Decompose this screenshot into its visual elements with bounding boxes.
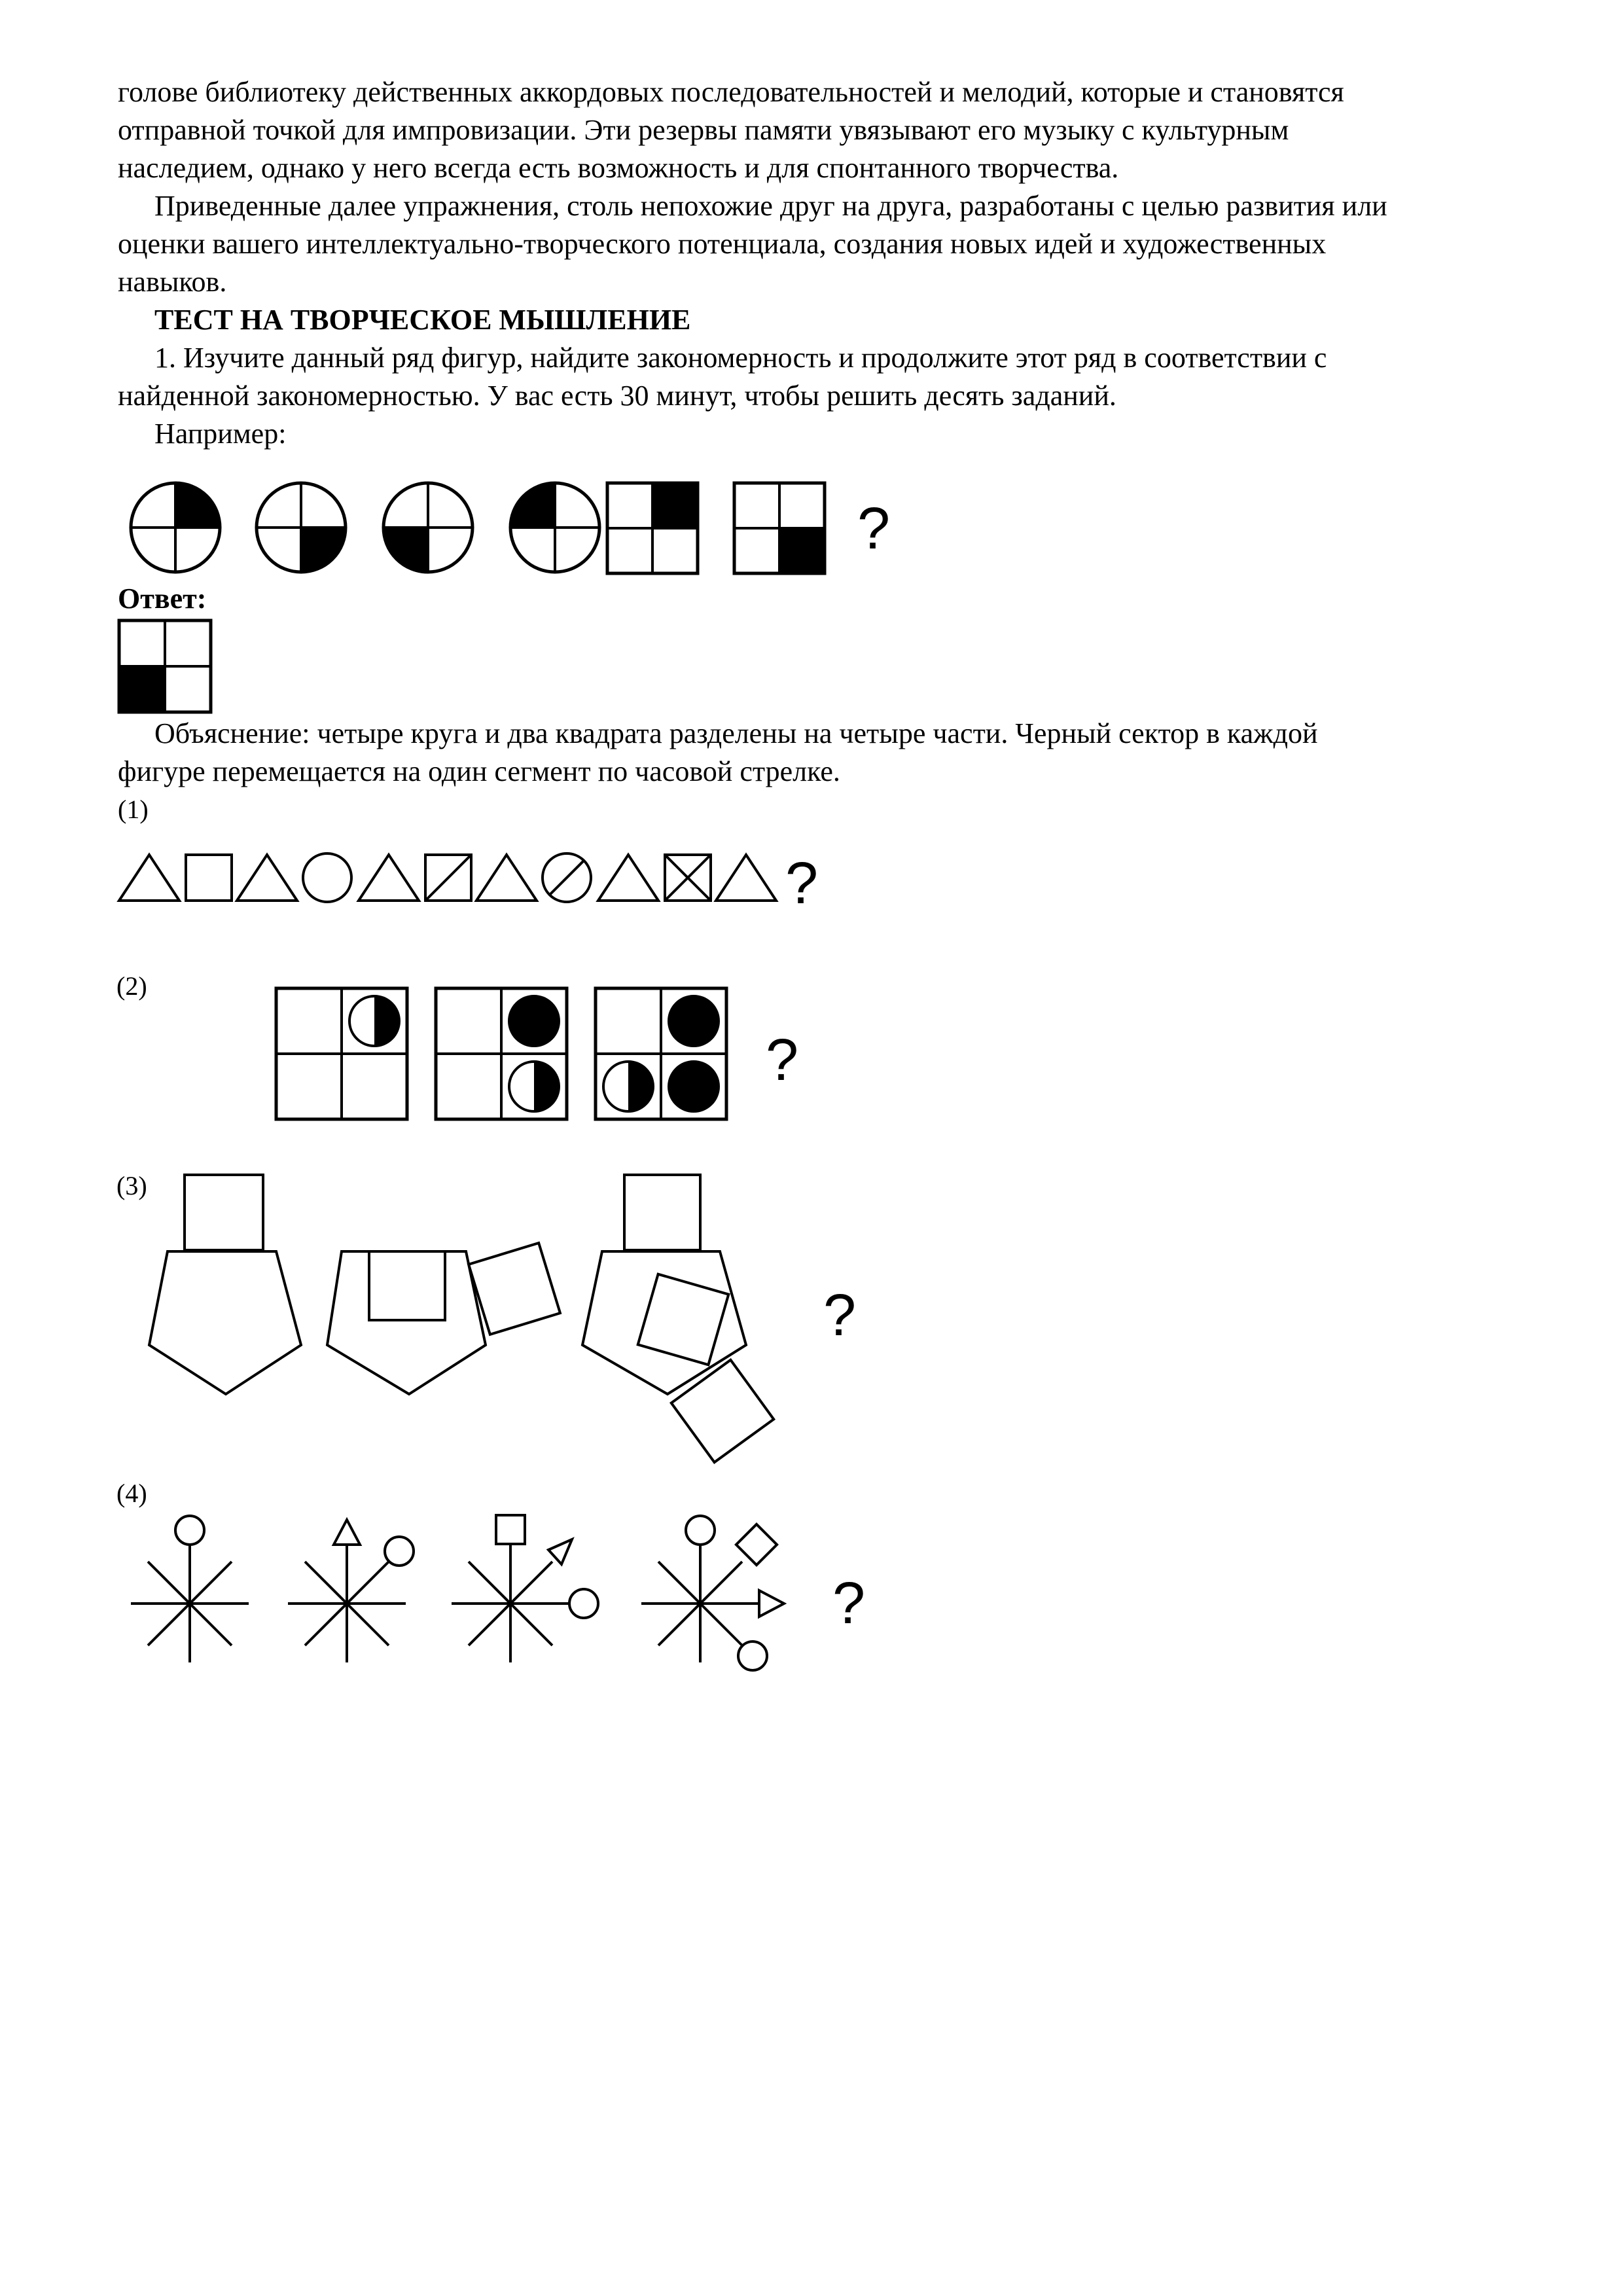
star-3-circle — [569, 1589, 598, 1618]
para1-line2: отправной точкой для импровизации. Эти резервы памяти увязывают его музыку с культурным — [118, 114, 1289, 146]
task-line2: найденной закономерностью. У вас есть 30 минут, чтобы решить десять заданий. — [118, 380, 1116, 412]
grid-1 — [276, 988, 407, 1119]
explanation-line2: фигуре перемещается на один сегмент по часовой стрелке. — [118, 755, 840, 787]
example-circle-4 — [510, 483, 599, 572]
square-plain — [186, 855, 232, 901]
answer-label: Ответ: — [118, 583, 207, 615]
para2-line2: оценки вашего интеллектуально-творческого потенциала, создания новых идей и художественных — [118, 228, 1327, 260]
puzzle-4-question-mark: ? — [832, 1571, 866, 1636]
star-2-triangle — [334, 1520, 360, 1545]
puzzle-3-label: (3) — [116, 1171, 147, 1200]
pentagon-figure-1 — [149, 1175, 301, 1394]
star-4 — [641, 1516, 784, 1670]
pentagon-figure-2 — [327, 1243, 560, 1394]
para2-line1 — [118, 187, 1544, 225]
grid-3 — [596, 988, 726, 1119]
star-1-circle — [175, 1516, 204, 1545]
puzzle-3-question-mark: ? — [823, 1283, 857, 1348]
para1-line1: голове библиотеку действенных аккордовых последовательностей и мелодий, которые и становятся — [118, 76, 1344, 108]
circle-plain — [303, 853, 351, 902]
para1-line3: наследием, однако у него всегда есть возможность и для спонтанного творчества. — [118, 152, 1119, 184]
star-2 — [288, 1520, 414, 1662]
star-3-square — [496, 1515, 525, 1544]
star-4-triangle — [759, 1590, 784, 1617]
para2-line3: навыков. — [118, 266, 227, 298]
example-circle-3 — [383, 483, 473, 572]
full-circle-3 — [669, 1062, 719, 1111]
body-text — [118, 73, 1544, 453]
triangle-4 — [476, 855, 537, 901]
example-figures — [124, 476, 910, 581]
example-square-1 — [607, 483, 698, 573]
square-diagonal — [425, 855, 471, 901]
star-1 — [131, 1516, 249, 1662]
star-4-circle-top — [686, 1516, 715, 1545]
star-2-circle — [385, 1537, 414, 1566]
grid-2 — [436, 988, 567, 1119]
example-square-2 — [734, 483, 825, 573]
puzzle-1-question-mark: ? — [785, 851, 819, 916]
puzzle-2 — [111, 969, 929, 1139]
explanation-line1: Объяснение: четыре круга и два квадрата разделены на четыре части. Черный сектор в каждой — [154, 717, 1318, 749]
puzzle-4 — [111, 1476, 929, 1712]
puzzle-4-label: (4) — [116, 1479, 147, 1508]
puzzle-2-question-mark: ? — [766, 1028, 799, 1093]
star-3-triangle — [548, 1539, 572, 1564]
example-question-mark: ? — [857, 496, 891, 562]
puzzle-2-label: (2) — [116, 971, 147, 1001]
puzzle-3 — [111, 1168, 929, 1469]
triangle-1 — [119, 855, 179, 901]
explanation-text — [118, 715, 1544, 791]
triangle-2 — [237, 855, 297, 901]
triangle-5 — [598, 855, 658, 901]
triangle-3 — [359, 855, 419, 901]
answer-figure — [118, 619, 216, 717]
square-cross — [665, 855, 711, 901]
full-circle-1 — [509, 996, 559, 1046]
example-circle-1 — [131, 483, 220, 572]
star-4-circle-bottom — [738, 1641, 767, 1670]
section-heading: ТЕСТ НА ТВОРЧЕСКОЕ МЫШЛЕНИЕ — [154, 304, 691, 336]
pentagon-figure-3 — [582, 1175, 774, 1462]
star-4-diamond — [736, 1524, 777, 1565]
star-3 — [452, 1515, 598, 1662]
full-circle-2 — [669, 996, 719, 1046]
puzzle-1 — [111, 792, 929, 916]
example-circle-2 — [257, 483, 346, 572]
example-label: Например: — [154, 418, 287, 450]
triangle-6 — [716, 855, 776, 901]
puzzle-1-label: (1) — [118, 795, 149, 824]
circle-diagonal — [543, 853, 591, 902]
task-line1: 1. Изучите данный ряд фигур, найдите закономерность и продолжите этот ряд в соответствии с — [154, 342, 1327, 374]
para2-line1-text: Приведенные далее упражнения, столь непохожие друг на друга, разработаны с целью развития или — [154, 190, 1387, 222]
